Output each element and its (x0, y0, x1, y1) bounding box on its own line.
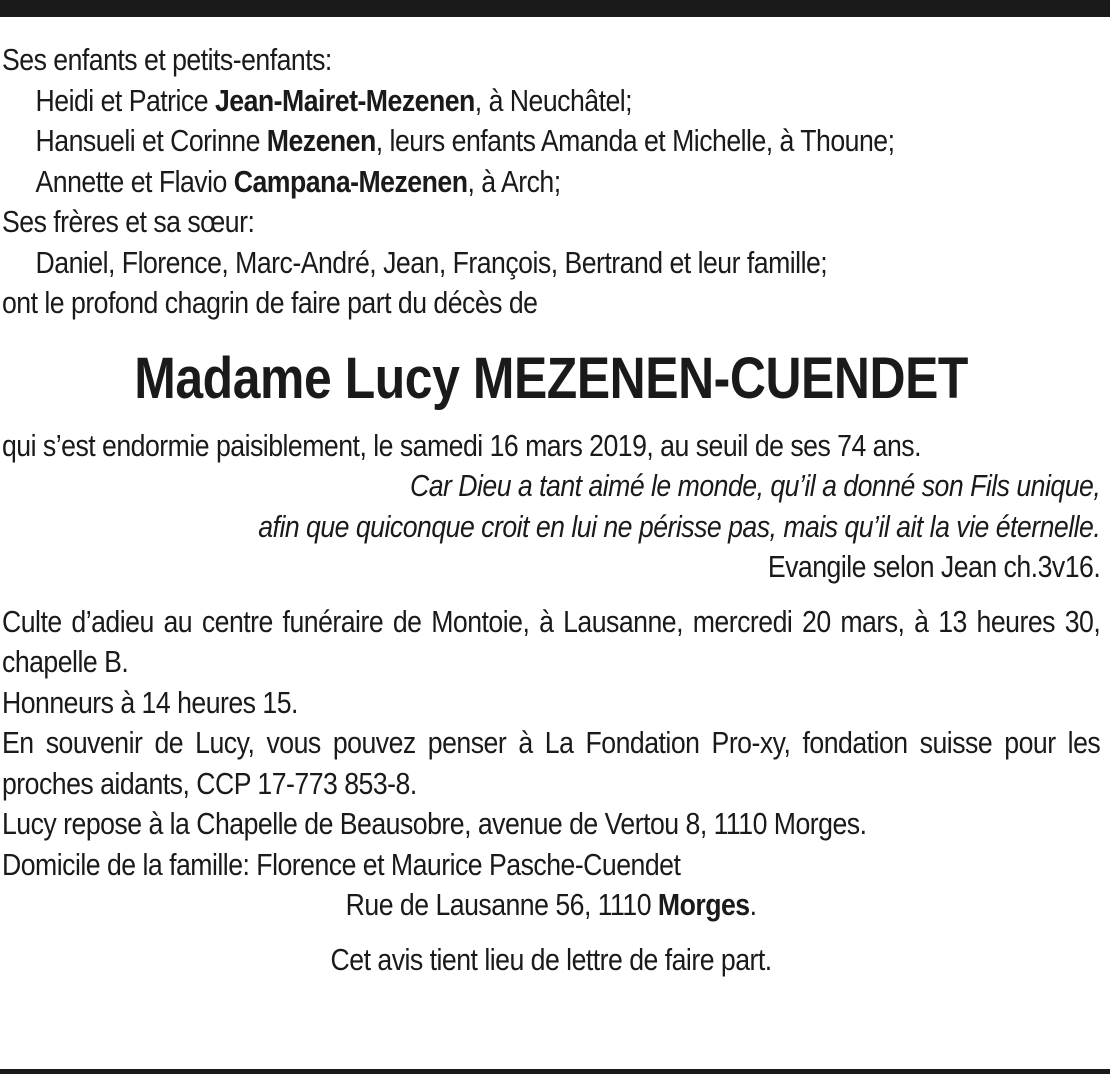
top-border-bar (0, 0, 1110, 17)
bottom-border-rule (0, 1069, 1110, 1074)
siblings-heading: Ses frères et sa sœur: (2, 204, 255, 239)
children-heading: Ses enfants et petits-enfants: (2, 42, 332, 77)
honors-text: Honneurs à 14 heures 15. (2, 684, 298, 720)
spacer (2, 588, 1100, 602)
child-entry: Annette et Flavio Campana-Mezenen, à Arch; (35, 163, 561, 199)
child-surname: Jean-Mairet-Mezenen (214, 82, 475, 118)
verse-reference: Evangile selon Jean ch.3v16. (767, 549, 1101, 584)
donation-text: En souvenir de Lucy, vous pouvez penser à La Fondation Pro-xy, fondation suisse pour les proches aidants, CCP 17-773 853-8. (2, 725, 1101, 801)
ceremony-text: Culte d’adieu au centre funéraire de Montoie, à Lausanne, mercredi 20 mars, à 13 heures 30, chapelle B. (2, 603, 1101, 679)
verse-line-1: Car Dieu a tant aimé le monde, qu’il a donné son Fils unique, (409, 468, 1101, 503)
child-entry: Hansueli et Corinne Mezenen, leurs enfants Amanda et Michelle, à Thoune; (35, 123, 895, 158)
deceased-name: Madame Lucy MEZENEN-CUENDET (134, 345, 968, 411)
passing-text: qui s’est endormie paisiblement, le samedi 16 mars 2019, au seuil de ses 74 ans. (2, 427, 922, 463)
resting-place-text: Lucy repose à la Chapelle de Beausobre, avenue de Vertou 8, 1110 Morges. (2, 806, 867, 841)
siblings-list: Daniel, Florence, Marc-André, Jean, François, Bertrand et leur famille; (35, 244, 828, 280)
family-address-line-2: Rue de Lausanne 56, 1110 Morges. (345, 887, 757, 922)
family-address-line-1: Domicile de la famille: Florence et Maurice Pasche-Cuendet (2, 846, 681, 882)
family-address-city: Morges (657, 887, 750, 922)
obituary-notice (2, 40, 1101, 980)
child-surname: Mezenen (266, 123, 376, 158)
closing-text: Cet avis tient lieu de lettre de faire part. (330, 941, 772, 977)
child-entry: Heidi et Patrice Jean-Mairet-Mezenen, à Neuchâtel; (35, 82, 633, 118)
verse-line-2: afin que quiconque croit en lui ne périsse pas, mais qu’il ait la vie éternelle. (258, 508, 1101, 544)
announcement-text: ont le profond chagrin de faire part du décès de (2, 285, 538, 320)
child-surname: Campana-Mezenen (233, 163, 468, 199)
spacer (2, 926, 1100, 940)
